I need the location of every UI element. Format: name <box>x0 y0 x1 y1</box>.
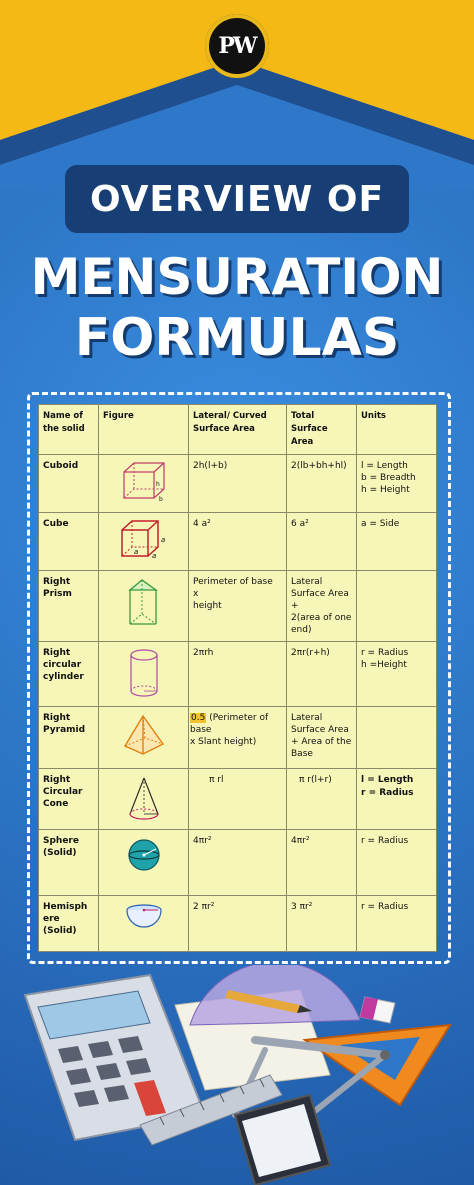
table-row <box>39 455 437 513</box>
row-total: Lateral Surface Area + 2(area of one end) <box>287 571 357 642</box>
table-row <box>39 769 437 830</box>
table-row <box>39 830 437 896</box>
row-lateral: π rl <box>189 769 287 830</box>
header-name: Name of the solid <box>39 405 99 455</box>
row-name: Right Circular Cone <box>39 769 99 830</box>
row-units: l = Length b = Breadth h = Height <box>357 455 437 513</box>
title-line-1: OVERVIEW OF <box>89 178 385 220</box>
pw-logo <box>205 14 269 78</box>
row-lateral: 2 πr² <box>189 896 287 952</box>
title-line-3: FORMULAS <box>74 308 400 368</box>
table-row <box>39 642 437 707</box>
title-banner <box>65 165 409 233</box>
row-lateral: Perimeter of base x height <box>189 571 287 642</box>
row-total: 2πr(r+h) <box>287 642 357 707</box>
row-units <box>357 707 437 769</box>
svg-text:a: a <box>151 552 156 560</box>
prism-icon <box>99 571 189 642</box>
header-lateral: Lateral/ Curved Surface Area <box>189 405 287 455</box>
row-units: r = Radius h =Height <box>357 642 437 707</box>
formula-table <box>38 404 437 952</box>
row-name: Cube <box>39 513 99 571</box>
row-units: l = Length r = Radius <box>357 769 437 830</box>
row-name: Right circular cylinder <box>39 642 99 707</box>
row-units <box>357 571 437 642</box>
table-header-row <box>39 405 437 455</box>
cone-icon <box>99 769 189 830</box>
cylinder-icon <box>99 642 189 707</box>
svg-text:h: h <box>155 481 160 488</box>
row-name: Right Pyramid <box>39 707 99 769</box>
row-units: r = Radius <box>357 896 437 952</box>
svg-text:b: b <box>158 496 163 502</box>
sphere-icon <box>99 830 189 896</box>
row-total: 3 πr² <box>287 896 357 952</box>
row-units: a = Side <box>357 513 437 571</box>
hemisphere-icon <box>99 896 189 952</box>
table-row <box>39 571 437 642</box>
row-lateral: 2h(l+b) <box>189 455 287 513</box>
row-lateral-text: (Perimeter of base x Slant height) <box>190 713 269 747</box>
cuboid-icon <box>99 455 189 513</box>
row-lateral: 4 a² <box>189 513 287 571</box>
table-row <box>39 707 437 769</box>
row-total: 6 a² <box>287 513 357 571</box>
row-name: Hemisph ere (Solid) <box>39 896 99 952</box>
stationery-illustration <box>0 965 474 1185</box>
table-row <box>39 896 437 952</box>
row-name: Right Prism <box>39 571 99 642</box>
svg-text:a: a <box>160 536 165 544</box>
row-total: π r(l+r) <box>287 769 357 830</box>
cube-icon <box>99 513 189 571</box>
title-line-2: MENSURATION <box>30 248 444 306</box>
row-total: 4πr² <box>287 830 357 896</box>
header-units: Units <box>357 405 437 455</box>
row-name: Sphere (Solid) <box>39 830 99 896</box>
logo-text: PW <box>218 33 256 59</box>
header-total: Total Surface Area <box>287 405 357 455</box>
row-name: Cuboid <box>39 455 99 513</box>
table-row <box>39 513 437 571</box>
row-lateral <box>189 707 287 769</box>
row-lateral: 2πrh <box>189 642 287 707</box>
row-total: 2(lb+bh+hl) <box>287 455 357 513</box>
pyramid-icon <box>99 707 189 769</box>
half-highlight: 0.5 <box>191 713 206 723</box>
protractor-icon <box>190 965 360 1025</box>
header-figure: Figure <box>99 405 189 455</box>
row-units: r = Radius <box>357 830 437 896</box>
eraser-icon <box>360 997 395 1023</box>
svg-text:a: a <box>133 548 138 556</box>
row-lateral: 4πr² <box>189 830 287 896</box>
row-total: Lateral Surface Area + Area of the Base <box>287 707 357 769</box>
